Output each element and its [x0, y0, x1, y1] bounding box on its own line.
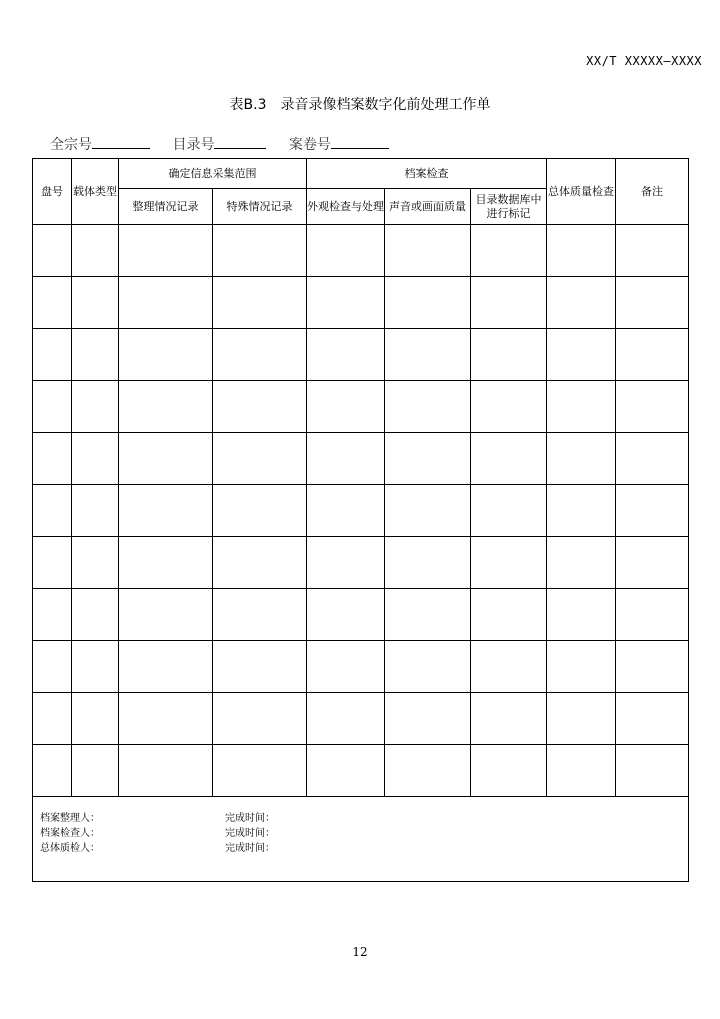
- table-cell[interactable]: [307, 537, 385, 589]
- table-cell[interactable]: [616, 537, 689, 589]
- table-cell[interactable]: [213, 589, 307, 641]
- table-cell[interactable]: [307, 485, 385, 537]
- group-archive-check: 档案检查: [307, 159, 547, 189]
- table-cell[interactable]: [72, 381, 119, 433]
- table-cell[interactable]: [119, 485, 213, 537]
- table-cell[interactable]: [307, 433, 385, 485]
- table-cell[interactable]: [547, 589, 616, 641]
- table-cell[interactable]: [616, 277, 689, 329]
- table-row: [33, 433, 689, 485]
- field-catalog-no-blank[interactable]: [214, 136, 266, 149]
- table-row: [33, 693, 689, 745]
- table-cell[interactable]: [547, 329, 616, 381]
- table-cell[interactable]: [119, 641, 213, 693]
- field-fonds-no-blank[interactable]: [92, 136, 150, 149]
- table-cell[interactable]: [471, 745, 547, 797]
- table-cell[interactable]: [307, 329, 385, 381]
- table-cell[interactable]: [119, 277, 213, 329]
- sig-inspector-label: 总体质检人：: [40, 843, 100, 854]
- table-cell[interactable]: [547, 537, 616, 589]
- sig-done-time-1: 完成时间：: [225, 813, 275, 824]
- table-cell[interactable]: [33, 537, 72, 589]
- doc-code: XX/T XXXXX—XXXX: [586, 54, 702, 68]
- table-cell[interactable]: [385, 693, 471, 745]
- table-cell[interactable]: [616, 589, 689, 641]
- signature-area: [33, 797, 689, 882]
- col-special-record: 特殊情况记录: [213, 189, 307, 225]
- table-cell[interactable]: [471, 381, 547, 433]
- table-row: [33, 537, 689, 589]
- sig-done-time-2: 完成时间：: [225, 828, 275, 839]
- table-cell[interactable]: [471, 433, 547, 485]
- table-cell[interactable]: [213, 693, 307, 745]
- table-cell[interactable]: [33, 329, 72, 381]
- table-cell[interactable]: [307, 693, 385, 745]
- table-cell[interactable]: [72, 745, 119, 797]
- table-cell[interactable]: [213, 329, 307, 381]
- table-cell[interactable]: [385, 329, 471, 381]
- table-cell[interactable]: [213, 277, 307, 329]
- table-cell[interactable]: [471, 537, 547, 589]
- table-row: [33, 329, 689, 381]
- table-cell[interactable]: [72, 641, 119, 693]
- table-cell[interactable]: [307, 381, 385, 433]
- table-cell[interactable]: [385, 589, 471, 641]
- table-cell[interactable]: [385, 381, 471, 433]
- table-cell[interactable]: [33, 225, 72, 277]
- table-cell[interactable]: [471, 225, 547, 277]
- table-title-text: 录音录像档案数字化前处理工作单: [280, 97, 491, 113]
- table-cell[interactable]: [616, 329, 689, 381]
- table-cell[interactable]: [471, 485, 547, 537]
- table-cell[interactable]: [213, 485, 307, 537]
- table-cell[interactable]: [119, 589, 213, 641]
- table-cell[interactable]: [547, 433, 616, 485]
- col-remarks: 备注: [616, 159, 689, 225]
- header-fields: [50, 134, 407, 154]
- worksheet-table: [32, 158, 689, 882]
- table-cell[interactable]: [33, 277, 72, 329]
- table-cell[interactable]: [119, 329, 213, 381]
- table-cell[interactable]: [213, 641, 307, 693]
- table-cell[interactable]: [213, 745, 307, 797]
- field-fonds-no: [50, 134, 150, 154]
- table-cell[interactable]: [72, 329, 119, 381]
- table-cell[interactable]: [72, 537, 119, 589]
- group-scope: 确定信息采集范围: [119, 159, 307, 189]
- table-number: 表B.3: [229, 97, 267, 113]
- table-cell[interactable]: [385, 433, 471, 485]
- field-fonds-no-label: 全宗号: [50, 137, 92, 153]
- table-cell[interactable]: [547, 485, 616, 537]
- table-row: [33, 225, 689, 277]
- table-cell[interactable]: [72, 433, 119, 485]
- table-cell[interactable]: [547, 745, 616, 797]
- table-cell[interactable]: [119, 225, 213, 277]
- table-cell[interactable]: [119, 433, 213, 485]
- table-row: [33, 485, 689, 537]
- field-file-no-blank[interactable]: [331, 136, 389, 149]
- table-cell[interactable]: [471, 277, 547, 329]
- table-cell[interactable]: [616, 641, 689, 693]
- table-cell[interactable]: [72, 589, 119, 641]
- col-overall-check: 总体质量检查: [547, 159, 616, 225]
- table-cell[interactable]: [72, 225, 119, 277]
- table-cell[interactable]: [33, 589, 72, 641]
- table-cell[interactable]: [471, 693, 547, 745]
- table-cell[interactable]: [33, 745, 72, 797]
- table-cell[interactable]: [72, 693, 119, 745]
- table-cell[interactable]: [33, 381, 72, 433]
- table-row: [33, 589, 689, 641]
- table-cell[interactable]: [72, 485, 119, 537]
- table-cell[interactable]: [119, 381, 213, 433]
- col-catalog-mark: 目录数据库中进行标记: [471, 189, 547, 225]
- table-cell[interactable]: [385, 745, 471, 797]
- table-cell[interactable]: [616, 225, 689, 277]
- table-cell[interactable]: [616, 693, 689, 745]
- table-cell[interactable]: [385, 485, 471, 537]
- table-cell[interactable]: [307, 589, 385, 641]
- sig-done-time-3: 完成时间：: [225, 843, 275, 854]
- col-quality: 声音或画面质量: [385, 189, 471, 225]
- table-cell[interactable]: [385, 277, 471, 329]
- table-cell[interactable]: [616, 433, 689, 485]
- table-cell[interactable]: [547, 641, 616, 693]
- table-cell[interactable]: [307, 745, 385, 797]
- table-cell[interactable]: [471, 589, 547, 641]
- page-number: 12: [352, 945, 368, 959]
- field-catalog-no: [172, 134, 266, 154]
- table-cell[interactable]: [385, 641, 471, 693]
- table-row: [33, 745, 689, 797]
- field-file-no: [289, 134, 389, 154]
- table-cell[interactable]: [307, 225, 385, 277]
- table-row: [33, 381, 689, 433]
- table-cell[interactable]: [119, 745, 213, 797]
- table-cell[interactable]: [547, 225, 616, 277]
- table-row: [33, 277, 689, 329]
- table-cell[interactable]: [119, 537, 213, 589]
- table-cell[interactable]: [547, 277, 616, 329]
- table-cell[interactable]: [213, 433, 307, 485]
- table-cell[interactable]: [385, 537, 471, 589]
- col-arrange-record: 整理情况记录: [119, 189, 213, 225]
- table-cell[interactable]: [616, 381, 689, 433]
- field-file-no-label: 案卷号: [288, 137, 331, 153]
- table-cell[interactable]: [33, 641, 72, 693]
- table-title: [0, 94, 720, 114]
- sig-arranger-label: 档案整理人：: [40, 813, 100, 824]
- table-cell[interactable]: [307, 277, 385, 329]
- table-cell[interactable]: [33, 485, 72, 537]
- table-cell[interactable]: [213, 225, 307, 277]
- table-cell[interactable]: [33, 693, 72, 745]
- table-cell[interactable]: [33, 433, 72, 485]
- table-cell[interactable]: [616, 485, 689, 537]
- table-cell[interactable]: [213, 537, 307, 589]
- sig-checker-label: 档案检查人：: [40, 828, 100, 839]
- table-cell[interactable]: [471, 641, 547, 693]
- field-catalog-no-label: 目录号: [172, 137, 215, 153]
- table-cell[interactable]: [213, 381, 307, 433]
- table-cell[interactable]: [385, 225, 471, 277]
- table-cell[interactable]: [72, 277, 119, 329]
- table-cell[interactable]: [307, 641, 385, 693]
- table-cell[interactable]: [547, 693, 616, 745]
- table-cell[interactable]: [547, 381, 616, 433]
- col-appearance-check: 外观检查与处理: [307, 189, 385, 225]
- table-cell[interactable]: [119, 693, 213, 745]
- table-cell[interactable]: [471, 329, 547, 381]
- col-disc-no: 盘号: [33, 159, 72, 225]
- table-row: [33, 641, 689, 693]
- col-carrier-type: 载体类型: [72, 159, 119, 225]
- table-cell[interactable]: [616, 745, 689, 797]
